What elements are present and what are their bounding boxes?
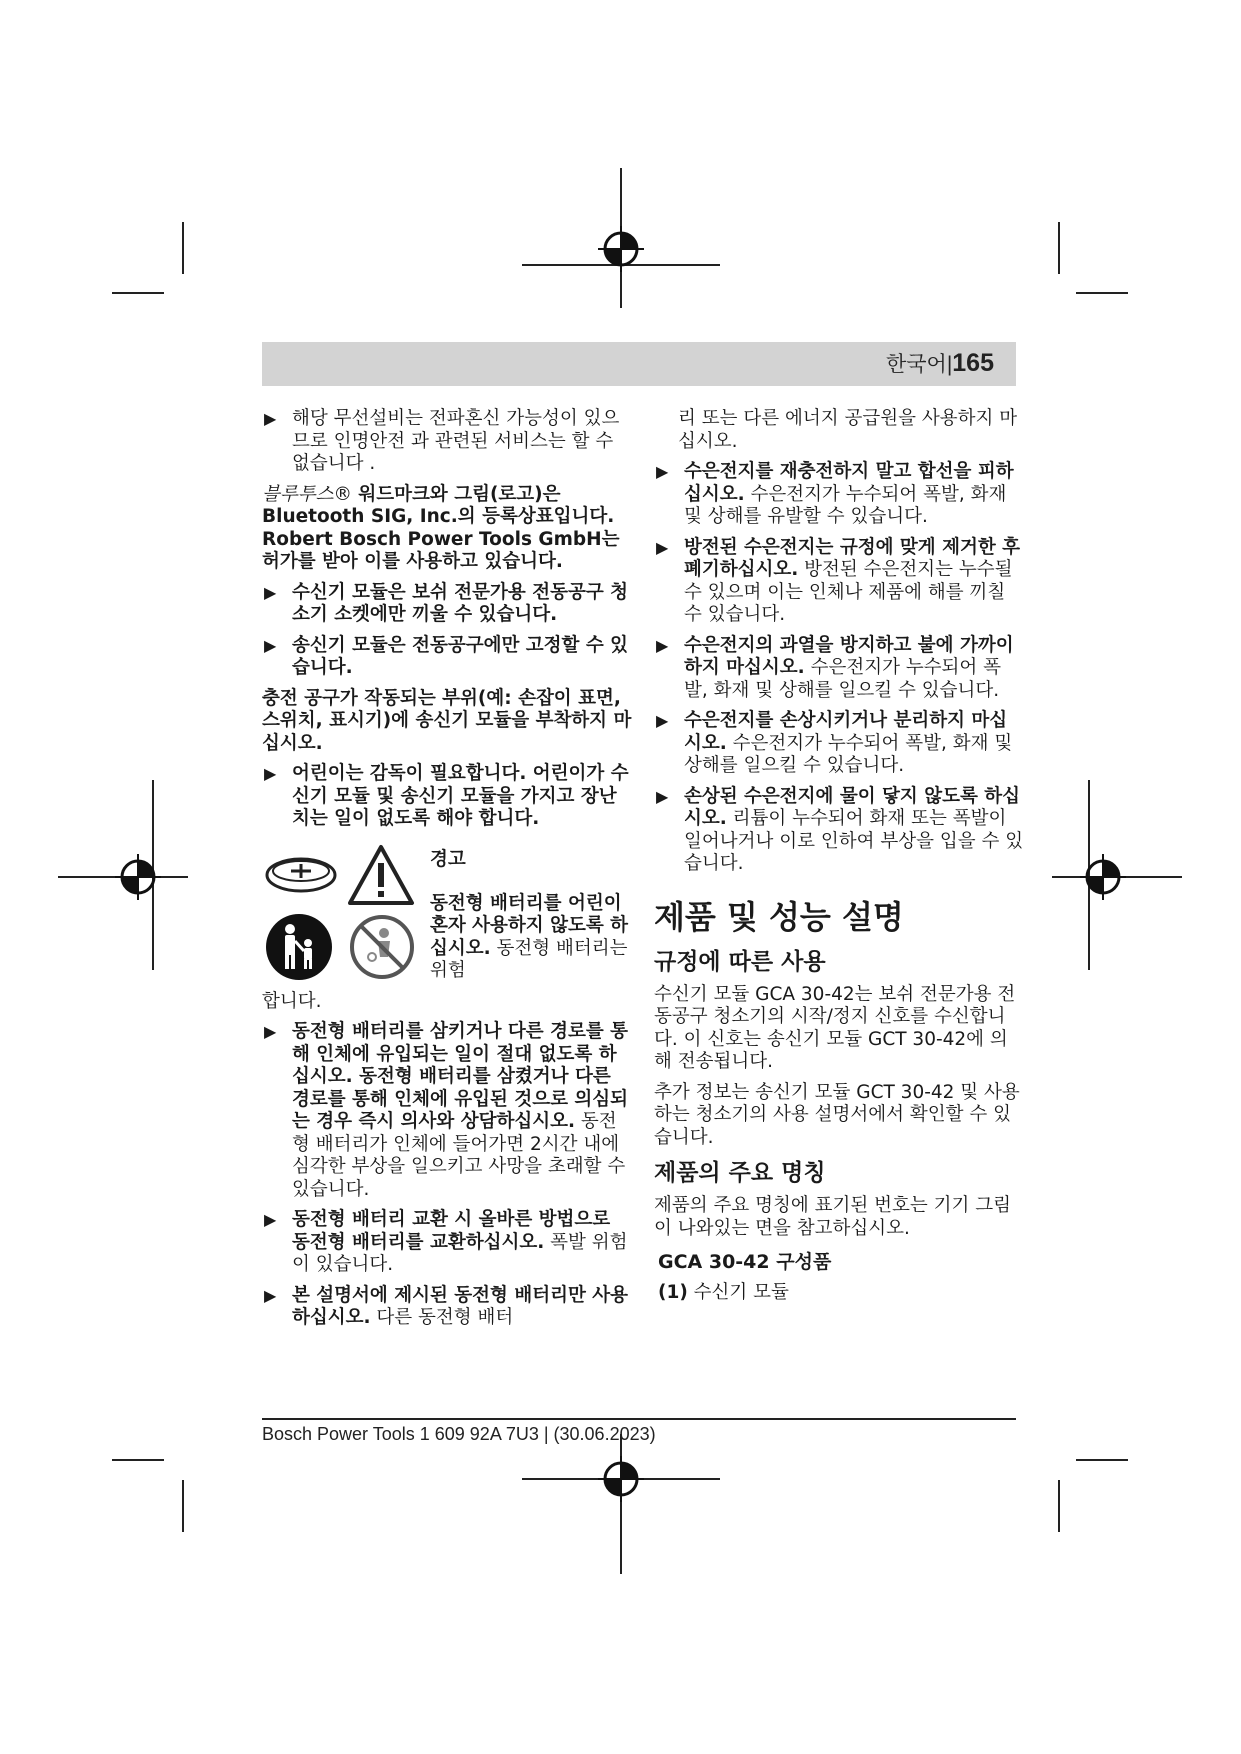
trademark-paragraph bbox=[262, 484, 632, 574]
bullet-text: 폭발 위험이 있습니다. bbox=[292, 1231, 628, 1275]
bullet-item bbox=[654, 635, 1024, 703]
bullet-text: 송신기 모듈은 전동공구에만 고정할 수 있습니다. bbox=[292, 634, 629, 678]
crop-mark bbox=[112, 1459, 164, 1461]
warning-block bbox=[262, 841, 632, 989]
warning-bold-text: 동전형 배터리를 어린이 혼자 사용하지 않도록 하십시오. bbox=[430, 892, 629, 959]
right-column bbox=[654, 408, 1024, 1305]
bullet-item bbox=[262, 408, 632, 476]
bullet-bold-text: 수은전지를 손상시키거나 분리하지 마십시오. bbox=[684, 710, 1008, 754]
bullet-item bbox=[262, 1285, 632, 1330]
header-language: 한국어 bbox=[885, 353, 947, 376]
warning-triangle-icon bbox=[346, 843, 416, 907]
bullet-text: 수은전지가 누수되어 폭발, 화재 및 상해를 유발할 수 있습니다. bbox=[684, 483, 1007, 527]
component-label: 수신기 모듈 bbox=[687, 1282, 789, 1303]
bullet-arrow-icon: ▶ bbox=[656, 786, 669, 806]
bullet-arrow-icon: ▶ bbox=[264, 1022, 277, 1041]
bullet-text: 리튬이 누수되어 화재 또는 폭발이 일어나거나 이로 인하여 부상을 입을 수 있습니다. bbox=[684, 808, 1024, 874]
intended-use-paragraph: 수신기 모듈 GCA 30-42는 보쉬 전문가용 전동공구 청소기의 시작/정지 신호를 수신합니다. 이 신호는 송신기 모듈 GCT 30-42에 의해 전송됩니다. bbox=[654, 983, 1016, 1072]
child-with-adult-icon bbox=[264, 911, 334, 983]
bullet-arrow-icon: ▶ bbox=[264, 764, 277, 783]
header-text bbox=[886, 348, 994, 378]
bullet-text: 수은전지가 누수되어 폭발, 화재 및 상해를 일으킬 수 있습니다. bbox=[684, 657, 1002, 701]
bullet-arrow-icon: ▶ bbox=[264, 1285, 277, 1305]
bullet-bold-text: 동전형 배터리 교환 시 올바른 방법으로 동전형 배터리를 교환하십시오. bbox=[292, 1209, 611, 1253]
component-number: (1) bbox=[658, 1282, 688, 1303]
bullet-item bbox=[654, 537, 1024, 627]
bullet-text: 어린이는 감독이 필요합니다. 어린이가 수신기 모듈 및 송신기 모듈을 가지고 장난치는 일이 없도록 해야 합니다. bbox=[292, 763, 629, 829]
crop-mark bbox=[182, 1480, 184, 1532]
registration-line bbox=[620, 1434, 622, 1574]
components-paragraph: 제품의 주요 명칭에 표기된 번호는 기기 그림이 나와있는 면을 참고하십시오. bbox=[654, 1195, 1011, 1239]
bullet-text: 수은전지가 누수되어 폭발, 화재 및 상해를 일으킬 수 있습니다. bbox=[684, 732, 1013, 776]
registration-mark-icon bbox=[1080, 854, 1126, 900]
bullet-text: 다른 동전형 배터 bbox=[370, 1307, 514, 1328]
crop-mark bbox=[1058, 1480, 1060, 1532]
bullet-arrow-icon: ▶ bbox=[264, 635, 277, 655]
bullet-bold-text: 수은전지를 재충전하지 말고 합선을 피하십시오. bbox=[684, 461, 1014, 505]
bullet-bold-text: 손상된 수은전지에 물이 닿지 않도록 하십시오. bbox=[684, 785, 1021, 829]
trademark-text: 워드마크와 그림(로고)은 Bluetooth SIG, Inc.의 등록상표입니다. Robert Bosch Power Tools GmbH는 허가를 받아 이를 사용하고 있습니다. bbox=[262, 483, 620, 572]
subsection-title-components: 제품의 주요 명칭 bbox=[654, 1160, 826, 1186]
bullet-item bbox=[262, 635, 632, 680]
footer-divider bbox=[262, 1418, 1016, 1420]
crop-mark bbox=[1076, 292, 1128, 294]
crop-mark bbox=[1076, 1459, 1128, 1461]
registration-mark-icon bbox=[115, 854, 161, 900]
component-item bbox=[658, 1282, 1024, 1305]
additional-info-paragraph: 추가 정보는 송신기 모듈 GCT 30-42 및 사용하는 청소기의 사용 설명서에서 확인할 수 있습니다. bbox=[654, 1081, 1020, 1148]
continued-text: 리 또는 다른 에너지 공급원을 사용하지 마십시오. bbox=[678, 408, 1018, 452]
bullet-item bbox=[654, 710, 1024, 778]
section-title: 제품 및 성능 설명 bbox=[654, 897, 904, 936]
bullet-text: 방전된 수은전지는 누수될 수 있으며 이는 인체나 제품에 해를 끼칠 수 있습니다. bbox=[684, 559, 1013, 625]
components-list-title: GCA 30-42 구성품 bbox=[658, 1251, 832, 1273]
bullet-text: 해당 무선설비는 전파혼신 가능성이 있으므로 인명안전 과 관련된 서비스는 할 수 없습니다 . bbox=[292, 408, 620, 474]
subsection-title-intended-use: 규정에 따른 사용 bbox=[654, 948, 826, 975]
page-number: 165 bbox=[952, 349, 994, 377]
bullet-arrow-icon: ▶ bbox=[264, 1210, 277, 1229]
no-children-play-icon bbox=[348, 913, 416, 981]
warning-title: 경고 bbox=[430, 848, 466, 870]
bullet-item bbox=[654, 461, 1024, 529]
bullet-arrow-icon: ▶ bbox=[264, 582, 277, 602]
bullet-item bbox=[262, 763, 632, 831]
bullet-bold-text: 수은전지의 과열을 방지하고 불에 가까이 하지 마십시오. bbox=[684, 634, 1014, 678]
bullet-text: 수신기 모듈은 보쉬 전문가용 전동공구 청소기 소켓에만 끼울 수 있습니다. bbox=[292, 581, 629, 625]
page-header bbox=[262, 342, 1016, 386]
bullet-bold-text: 본 설명서에 제시된 동전형 배터리만 사용하십시오. bbox=[292, 1284, 629, 1328]
bullet-arrow-icon: ▶ bbox=[264, 409, 277, 428]
bluetooth-brand: 블루투스® bbox=[262, 483, 352, 505]
warning-tail: 합니다. bbox=[262, 990, 322, 1012]
left-column bbox=[262, 408, 632, 1338]
crop-mark bbox=[182, 222, 184, 274]
crop-mark bbox=[1058, 222, 1060, 274]
registration-mark-icon bbox=[598, 226, 644, 272]
bullet-arrow-icon: ▶ bbox=[656, 711, 669, 730]
bullet-arrow-icon: ▶ bbox=[656, 537, 669, 557]
warning-body bbox=[430, 893, 630, 983]
coin-battery-icon bbox=[264, 855, 338, 895]
bullet-bold-text: 동전형 배터리를 삼키거나 다른 경로를 통해 인체에 유입되는 일이 절대 없도록 하십시오. 동전형 배터리를 삼켰거나 다른 경로를 통해 인체에 유입된 것으로 의심되는 경우 즉시 의사와 상담하십시오. bbox=[292, 1021, 629, 1132]
bullet-arrow-icon: ▶ bbox=[656, 635, 669, 655]
bullet-item bbox=[262, 582, 632, 627]
attach-warning-paragraph: 충전 공구가 작동되는 부위(예: 손잡이 표면, 스위치, 표시기)에 송신기 모듈을 부착하지 마십시오. bbox=[262, 687, 632, 754]
header-separator: | bbox=[946, 353, 953, 376]
bullet-text: 동전형 배터리가 인체에 들어가면 2시간 내에 심각한 부상을 일으키고 사망을 초래할 수 있습니다. bbox=[292, 1111, 626, 1200]
footer-text: Bosch Power Tools 1 609 92A 7U3 | (30.06.2023) bbox=[262, 1424, 656, 1444]
registration-mark-icon bbox=[598, 1456, 644, 1502]
warning-normal-text: 동전형 배터리는 위험 bbox=[430, 937, 628, 981]
bullet-item bbox=[262, 1021, 632, 1201]
bullet-item bbox=[654, 786, 1024, 876]
crop-mark bbox=[112, 292, 164, 294]
bullet-bold-text: 방전된 수은전지는 규정에 맞게 제거한 후 폐기하십시오. bbox=[684, 536, 1021, 580]
bullet-arrow-icon: ▶ bbox=[656, 462, 669, 481]
bullet-item bbox=[262, 1209, 632, 1277]
